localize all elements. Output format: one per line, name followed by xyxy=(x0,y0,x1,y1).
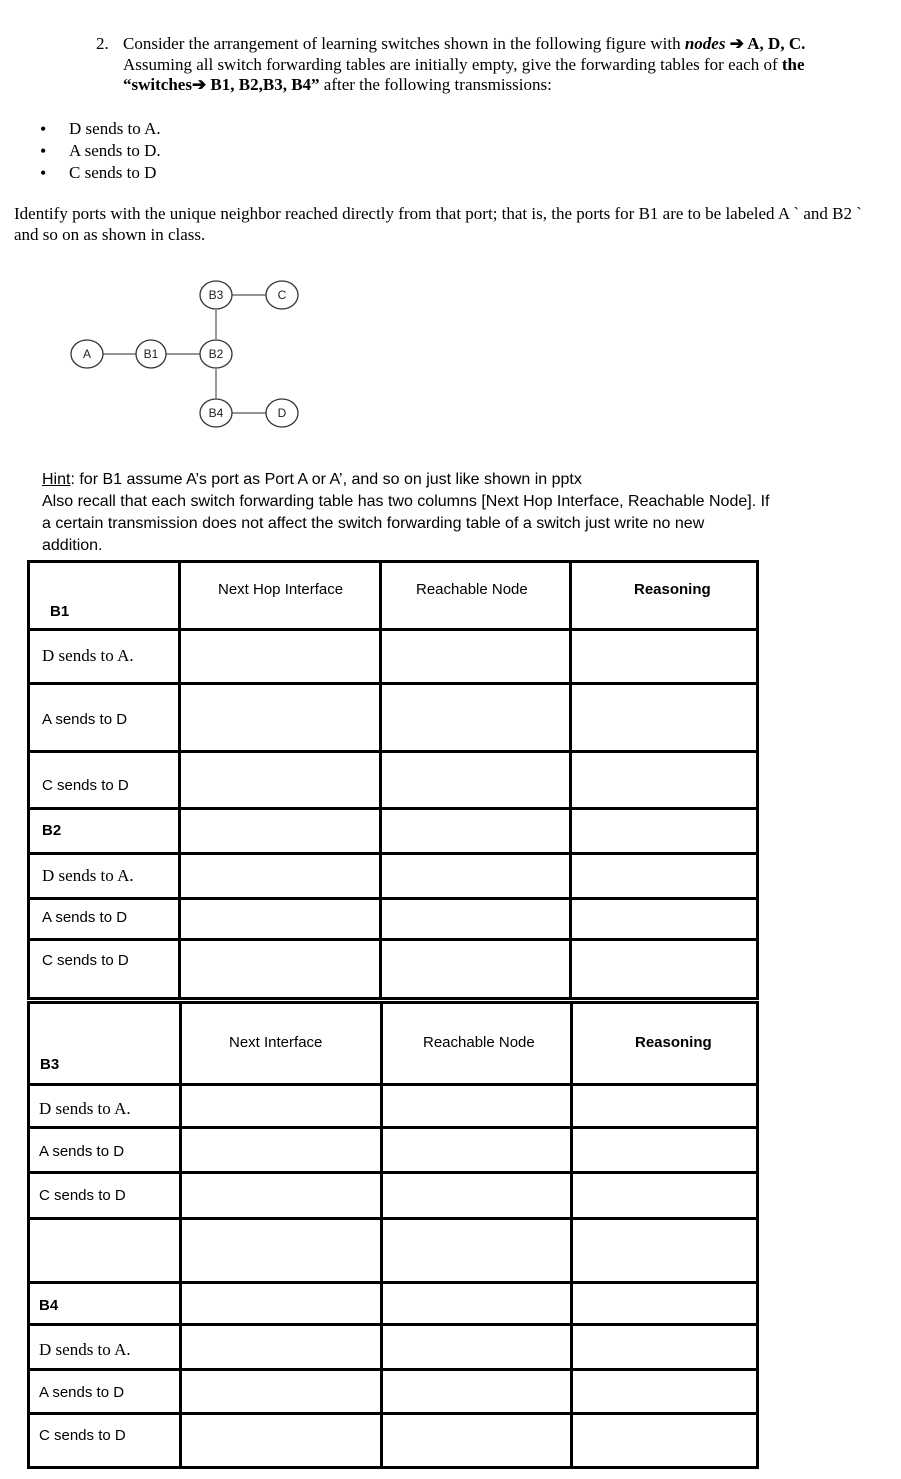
table-row-label-cell xyxy=(27,938,181,1000)
question-line-1 xyxy=(123,34,876,55)
row-label: C sends to D xyxy=(39,1427,126,1444)
row-label: D sends to A. xyxy=(39,1099,131,1118)
table-header-cell xyxy=(179,1001,383,1086)
switches-list: “switches➔ B1, B2,B3, B4” xyxy=(123,75,320,94)
answer-cell[interactable] xyxy=(179,1126,383,1174)
column-header: Reachable Node xyxy=(423,1034,535,1051)
table-row-label-cell xyxy=(27,682,181,753)
question-line-2-text: Assuming all switch forwarding tables are initially empty, give the forwarding tables for each of xyxy=(123,54,782,74)
answer-cell[interactable] xyxy=(379,750,572,810)
node-a-label: A xyxy=(82,347,92,361)
answer-cell[interactable] xyxy=(570,1368,759,1415)
answer-cell[interactable] xyxy=(179,1281,383,1326)
answer-cell[interactable] xyxy=(380,1412,573,1469)
answer-cell[interactable] xyxy=(570,1083,759,1129)
answer-cell[interactable] xyxy=(178,750,382,810)
table-header-cell xyxy=(570,1001,759,1086)
answer-cell[interactable] xyxy=(570,1281,759,1326)
answer-cell[interactable] xyxy=(569,750,759,810)
table-row-label-cell xyxy=(27,750,181,810)
row-label: D sends to A. xyxy=(42,866,134,885)
row-label: C sends to D xyxy=(42,952,129,969)
row-label: A sends to D xyxy=(39,1384,125,1401)
answer-cell[interactable] xyxy=(570,1323,759,1371)
answer-cell[interactable] xyxy=(179,1368,383,1415)
answer-cell[interactable] xyxy=(570,1126,759,1174)
switch-b1-label: B1 xyxy=(143,347,159,361)
answer-cell[interactable] xyxy=(380,1171,573,1220)
answer-cell[interactable] xyxy=(179,1323,383,1371)
table-header-cell xyxy=(380,1001,573,1086)
table-row-label-cell xyxy=(27,1323,182,1371)
answer-cell[interactable] xyxy=(179,1217,383,1284)
question-number: 2. xyxy=(96,34,109,53)
table-header-cell xyxy=(379,560,572,631)
answer-cell[interactable] xyxy=(380,1217,573,1284)
table-row-label-cell xyxy=(27,1171,182,1220)
answer-cell[interactable] xyxy=(569,807,759,855)
answer-cell[interactable] xyxy=(379,807,572,855)
table-row-label-cell xyxy=(27,1083,182,1129)
column-header: Next Hop Interface xyxy=(218,581,344,598)
nodes-word: nodes xyxy=(684,34,726,53)
network-diagram xyxy=(0,270,340,440)
answer-cell[interactable] xyxy=(178,628,382,685)
table-header-cell xyxy=(569,560,759,631)
answer-cell[interactable] xyxy=(380,1368,573,1415)
transmission-item: • D sends to A. xyxy=(40,118,161,140)
answer-cell[interactable] xyxy=(380,1281,573,1326)
answer-cell[interactable] xyxy=(570,1217,759,1284)
nodes-list: ➔ A, D, C. xyxy=(725,34,806,53)
question-line-2 xyxy=(123,55,876,76)
table-row-label-cell xyxy=(27,1126,182,1174)
answer-cell[interactable] xyxy=(569,897,759,941)
answer-cell[interactable] xyxy=(569,628,759,685)
table-row-label-cell xyxy=(27,1281,182,1326)
transmission-item: • C sends to D xyxy=(40,162,161,184)
question-line-1-text: Consider the arrangement of learning switches shown in the following figure with xyxy=(123,34,685,53)
answer-cell[interactable] xyxy=(570,1171,759,1220)
answer-cell[interactable] xyxy=(380,1083,573,1129)
row-label: A sends to D xyxy=(42,711,128,728)
transmission-item: • A sends to D. xyxy=(40,140,161,162)
table-row-label-cell xyxy=(27,1217,182,1284)
table-row-label-cell xyxy=(27,897,181,941)
column-header: Next Interface xyxy=(229,1034,323,1051)
row-label: C sends to D xyxy=(39,1187,126,1204)
table-row-label-cell xyxy=(27,628,181,685)
node-c-label: C xyxy=(277,288,287,302)
answer-cell[interactable] xyxy=(379,628,572,685)
hint-block xyxy=(42,469,812,557)
row-label: A sends to D xyxy=(42,909,128,926)
answer-cell[interactable] xyxy=(380,1126,573,1174)
answer-cell[interactable] xyxy=(569,938,759,1000)
answer-cell[interactable] xyxy=(569,682,759,753)
hint-line-4: addition. xyxy=(42,537,103,554)
switch-label-b1: B1 xyxy=(50,603,70,620)
answer-cell[interactable] xyxy=(379,897,572,941)
answer-cell[interactable] xyxy=(178,897,382,941)
answer-cell[interactable] xyxy=(179,1171,383,1220)
answer-cell[interactable] xyxy=(178,682,382,753)
switch-label-b4: B4 xyxy=(39,1297,59,1314)
table-header-switch-cell xyxy=(27,560,181,631)
answer-cell[interactable] xyxy=(178,807,382,855)
transmission-list xyxy=(40,118,161,184)
hint-line-1-text: : for B1 assume A’s port as Port A or A’, and so on just like shown in pptx xyxy=(70,471,582,488)
switch-label-b3: B3 xyxy=(40,1056,60,1073)
column-header: Reasoning xyxy=(635,1034,712,1051)
question-block xyxy=(96,34,876,96)
table-header-cell xyxy=(178,560,382,631)
switch-label-b2: B2 xyxy=(42,822,62,839)
answer-cell[interactable] xyxy=(179,1083,383,1129)
switch-b3-label: B3 xyxy=(208,288,224,302)
answer-cell[interactable] xyxy=(178,852,382,900)
answer-cell[interactable] xyxy=(179,1412,383,1469)
row-label: D sends to A. xyxy=(39,1340,131,1359)
identify-instructions: Identify ports with the unique neighbor reached directly from that port; that is, the ports for B1 are to be labeled A ` and B2 ` and so on as shown in class. xyxy=(14,204,862,244)
answer-cell[interactable] xyxy=(379,682,572,753)
table-row-label-cell xyxy=(27,1368,182,1415)
table-header-switch-cell xyxy=(27,1001,182,1086)
answer-cell[interactable] xyxy=(178,938,382,1000)
table-row-label-cell xyxy=(27,1412,182,1469)
question-line-3-text: after the following transmissions: xyxy=(319,75,552,94)
hint-line-2: Also recall that each switch forwarding table has two columns [Next Hop Interface, Reachable Node]. If xyxy=(42,493,770,510)
answer-cell[interactable] xyxy=(379,852,572,900)
column-header: Reachable Node xyxy=(416,581,528,598)
question-line-3 xyxy=(123,75,876,96)
hint-line-1 xyxy=(42,469,812,491)
row-label: D sends to A. xyxy=(42,646,134,665)
table-row-label-cell xyxy=(27,807,181,855)
hint-line-3: a certain transmission does not affect the switch forwarding table of a switch just write no new xyxy=(42,515,705,532)
row-label: C sends to D xyxy=(42,777,129,794)
hint-label: Hint xyxy=(42,471,71,488)
column-header: Reasoning xyxy=(634,581,711,598)
the-word: the xyxy=(781,54,805,74)
row-label: A sends to D xyxy=(39,1143,125,1160)
answer-cell[interactable] xyxy=(570,1412,759,1469)
answer-cell[interactable] xyxy=(379,938,572,1000)
node-d-label: D xyxy=(277,406,287,420)
answer-cell[interactable] xyxy=(380,1323,573,1371)
switch-b4-label: B4 xyxy=(208,406,224,420)
table-row-label-cell xyxy=(27,852,181,900)
answer-cell[interactable] xyxy=(569,852,759,900)
switch-b2-label: B2 xyxy=(208,347,224,361)
